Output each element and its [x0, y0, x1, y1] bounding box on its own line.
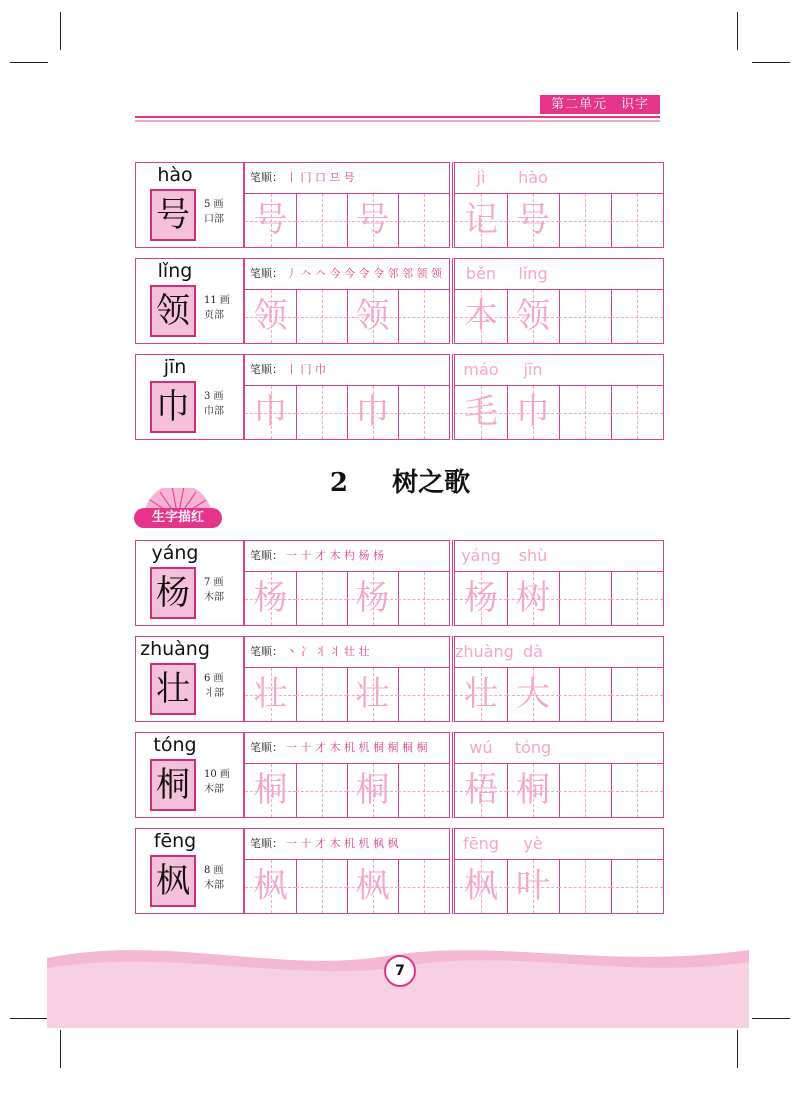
- word-tracing-cell[interactable]: [455, 668, 508, 721]
- stroke-count-radical: [204, 293, 230, 323]
- word-practice: [452, 540, 664, 626]
- word-practice: [452, 162, 664, 248]
- stroke-count: 5 画: [204, 199, 224, 210]
- trace-character: 桐: [355, 770, 390, 810]
- stroke-practice: [244, 354, 450, 440]
- word-tracing-cell[interactable]: [455, 386, 508, 439]
- word-tracing-cell[interactable]: [455, 194, 508, 247]
- character-pinyin: jīn: [163, 356, 187, 378]
- trace-character: 领: [355, 296, 390, 336]
- tracing-cell[interactable]: [245, 764, 297, 817]
- word-pinyin-line: [455, 733, 663, 764]
- character-row: [135, 732, 660, 818]
- word-pinyin: jīn: [523, 360, 543, 379]
- character-display: 巾: [150, 381, 196, 433]
- stroke-order-sequence: 一 十 才 木 机 机 桐 桐 桐 桐: [286, 741, 428, 754]
- trace-character: 本: [464, 296, 498, 336]
- character-row: [135, 540, 660, 626]
- word-pinyin-line: [455, 829, 663, 860]
- stroke-order-sequence: 丶 冫 丬 丬 壮 壮: [286, 645, 370, 658]
- stroke-count-radical: [204, 671, 224, 701]
- trace-character: 号: [355, 200, 390, 240]
- word-pinyin: jì: [476, 168, 486, 187]
- character-display: 桐: [150, 759, 196, 811]
- character-display: 杨: [150, 567, 196, 619]
- writing-cell[interactable]: [559, 386, 612, 439]
- stroke-count-radical: [204, 575, 224, 605]
- tracing-cell[interactable]: [245, 572, 297, 625]
- writing-cell[interactable]: [611, 194, 663, 247]
- character-pinyin: fēng: [153, 830, 197, 852]
- writing-cell[interactable]: [559, 668, 612, 721]
- writing-cell[interactable]: [611, 668, 663, 721]
- stroke-order-label: 笔顺：: [250, 645, 283, 658]
- trace-character: 杨: [253, 578, 288, 618]
- trace-character: 巾: [355, 392, 390, 432]
- crop-mark: [752, 62, 790, 63]
- stroke-count: 7 画: [204, 577, 224, 588]
- word-practice: [452, 732, 664, 818]
- trace-character: 毛: [464, 392, 498, 432]
- character-display: 号: [150, 189, 196, 241]
- stroke-order-sequence: 丨 冂 巾: [286, 363, 326, 376]
- trace-character: 桐: [253, 770, 288, 810]
- badge-label: 生字描红: [151, 510, 204, 525]
- character-pinyin: lǐng: [157, 260, 193, 282]
- writing-cell[interactable]: [398, 194, 449, 247]
- character-display: 枫: [150, 855, 196, 907]
- stroke-count: 8 画: [204, 865, 224, 876]
- stroke-order: [245, 259, 449, 290]
- word-pinyin: yè: [523, 834, 543, 853]
- writing-cell[interactable]: [296, 194, 348, 247]
- trace-character: 枫: [355, 866, 390, 906]
- stroke-order-label: 笔顺：: [250, 267, 283, 280]
- stroke-practice: [244, 258, 450, 344]
- character-info: [135, 354, 244, 440]
- writing-cell[interactable]: [398, 668, 449, 721]
- page-number: 7: [384, 955, 416, 987]
- trace-character: 大: [516, 674, 550, 714]
- tracing-cell[interactable]: [245, 860, 297, 913]
- stroke-count: 3 画: [204, 391, 224, 402]
- trace-character: 杨: [464, 578, 498, 618]
- word-tracing-cell[interactable]: [507, 194, 560, 247]
- stroke-practice: [244, 540, 450, 626]
- tracing-cell[interactable]: [245, 668, 297, 721]
- writing-cell[interactable]: [559, 764, 612, 817]
- word-tracing-cell[interactable]: [507, 668, 560, 721]
- word-pinyin-line: [455, 541, 663, 572]
- writing-cell[interactable]: [611, 764, 663, 817]
- tracing-cell[interactable]: [347, 386, 399, 439]
- crop-mark: [60, 1030, 61, 1068]
- writing-cell[interactable]: [559, 860, 612, 913]
- section-header: 第二单元 识字: [540, 95, 660, 114]
- trace-character: 巾: [253, 392, 288, 432]
- word-pinyin-line: [455, 355, 663, 386]
- radical: 木部: [204, 592, 224, 603]
- stroke-order: [245, 541, 449, 572]
- word-pinyin: wú: [469, 738, 493, 757]
- stroke-count: 11 画: [204, 295, 230, 306]
- stroke-order-sequence: 一 十 才 木 机 机 枫 枫: [286, 837, 399, 850]
- trace-character: 壮: [464, 674, 498, 714]
- writing-cell[interactable]: [559, 290, 612, 343]
- character-pinyin: zhuàng: [140, 638, 210, 660]
- character-pinyin: hào: [157, 164, 193, 186]
- word-tracing-cell[interactable]: [507, 290, 560, 343]
- writing-cell[interactable]: [398, 290, 449, 343]
- character-pinyin: tóng: [153, 734, 197, 756]
- stroke-order-label: 笔顺：: [250, 837, 283, 850]
- lesson-name: 树之歌: [392, 468, 471, 498]
- stroke-count: 6 画: [204, 673, 224, 684]
- radical: 木部: [204, 880, 224, 891]
- tracing-cell[interactable]: [245, 290, 297, 343]
- writing-cell[interactable]: [296, 860, 348, 913]
- stroke-order: [245, 829, 449, 860]
- character-row: [135, 636, 660, 722]
- word-tracing-cell[interactable]: [455, 290, 508, 343]
- word-pinyin: dà: [523, 642, 543, 661]
- word-tracing-cell[interactable]: [507, 572, 560, 625]
- word-tracing-cell[interactable]: [507, 860, 560, 913]
- word-pinyin-line: [455, 163, 663, 194]
- stroke-order-label: 笔顺：: [250, 363, 283, 376]
- crop-mark: [60, 12, 61, 50]
- word-practice: [452, 828, 664, 914]
- writing-cell[interactable]: [398, 386, 449, 439]
- word-tracing-cell[interactable]: [507, 764, 560, 817]
- tracing-cell[interactable]: [347, 860, 399, 913]
- radical: 页部: [204, 310, 224, 321]
- crop-mark: [752, 1018, 790, 1019]
- trace-character: 桐: [516, 770, 550, 810]
- trace-character: 梧: [464, 770, 498, 810]
- stroke-practice: [244, 636, 450, 722]
- stroke-order: [245, 355, 449, 386]
- lesson-number: 2: [329, 468, 348, 498]
- stroke-practice: [244, 828, 450, 914]
- radical: 巾部: [204, 406, 224, 417]
- stroke-order: [245, 637, 449, 668]
- word-tracing-cell[interactable]: [455, 764, 508, 817]
- stroke-order-sequence: 丨 冂 口 므 号: [286, 171, 355, 184]
- character-display: 壮: [150, 663, 196, 715]
- trace-character: 叶: [516, 866, 550, 906]
- stroke-count: 10 画: [204, 769, 230, 780]
- writing-cell[interactable]: [611, 860, 663, 913]
- stroke-count-radical: [204, 863, 224, 893]
- trace-character: 巾: [516, 392, 550, 432]
- character-row: [135, 258, 660, 344]
- character-info: [135, 828, 244, 914]
- word-pinyin: shù: [518, 546, 548, 565]
- trace-character: 杨: [355, 578, 390, 618]
- writing-cell[interactable]: [559, 194, 612, 247]
- stroke-count-radical: [204, 767, 230, 797]
- character-row: [135, 828, 660, 914]
- trace-character: 号: [253, 200, 288, 240]
- crop-mark: [737, 1030, 738, 1068]
- word-tracing-cell[interactable]: [507, 386, 560, 439]
- word-pinyin: tóng: [514, 738, 552, 757]
- writing-cell[interactable]: [611, 572, 663, 625]
- word-pinyin: běn: [465, 264, 497, 283]
- word-pinyin: fēng: [463, 834, 499, 853]
- word-pinyin-line: [455, 259, 663, 290]
- trace-character: 树: [516, 578, 550, 618]
- stroke-count-radical: [204, 389, 224, 419]
- word-practice: [452, 258, 664, 344]
- stroke-order: [245, 733, 449, 764]
- word-pinyin-line: [455, 637, 663, 668]
- stroke-order-label: 笔顺：: [250, 171, 283, 184]
- word-pinyin: zhuàng: [455, 642, 514, 661]
- word-practice: [452, 636, 664, 722]
- stroke-order-sequence: 一 十 才 木 杓 杨 杨: [286, 549, 384, 562]
- writing-cell[interactable]: [296, 572, 348, 625]
- trace-character: 壮: [253, 674, 288, 714]
- character-info: [135, 258, 244, 344]
- stroke-practice: [244, 162, 450, 248]
- character-row: [135, 354, 660, 440]
- word-pinyin: yáng: [461, 546, 501, 565]
- character-pinyin: yáng: [151, 542, 199, 564]
- word-pinyin: máo: [463, 360, 499, 379]
- crop-mark: [737, 12, 738, 50]
- stroke-order-label: 笔顺：: [250, 741, 283, 754]
- trace-character: 记: [464, 200, 498, 240]
- character-info: [135, 732, 244, 818]
- tracing-cell[interactable]: [245, 386, 297, 439]
- writing-cell[interactable]: [398, 860, 449, 913]
- character-info: [135, 162, 244, 248]
- writing-cell[interactable]: [559, 572, 612, 625]
- character-row: [135, 162, 660, 248]
- trace-character: 号: [516, 200, 550, 240]
- header-rule: [135, 116, 660, 118]
- header-rule: [135, 120, 660, 122]
- tracing-cell[interactable]: [347, 764, 399, 817]
- tracing-cell[interactable]: [347, 668, 399, 721]
- trace-character: 领: [516, 296, 550, 336]
- word-practice: [452, 354, 664, 440]
- tracing-cell[interactable]: [245, 194, 297, 247]
- stroke-order-label: 笔顺：: [250, 549, 283, 562]
- character-display: 领: [150, 285, 196, 337]
- writing-cell[interactable]: [398, 572, 449, 625]
- writing-cell[interactable]: [296, 764, 348, 817]
- word-pinyin: lǐng: [518, 264, 548, 283]
- lesson-title: [0, 462, 800, 499]
- writing-cell[interactable]: [296, 668, 348, 721]
- stroke-order-sequence: 丿 𠆢 𠆢 今 今 令 令 邻 邻 领 领: [286, 267, 442, 280]
- tracing-badge: [134, 488, 222, 528]
- tracing-cell[interactable]: [347, 572, 399, 625]
- writing-cell[interactable]: [611, 290, 663, 343]
- word-tracing-cell[interactable]: [455, 860, 508, 913]
- trace-character: 枫: [253, 866, 288, 906]
- radical: 丬部: [204, 688, 224, 699]
- trace-character: 枫: [464, 866, 498, 906]
- trace-character: 领: [253, 296, 288, 336]
- writing-cell[interactable]: [296, 386, 348, 439]
- radical: 木部: [204, 784, 224, 795]
- word-tracing-cell[interactable]: [455, 572, 508, 625]
- character-info: [135, 636, 244, 722]
- tracing-cell[interactable]: [347, 290, 399, 343]
- writing-cell[interactable]: [611, 386, 663, 439]
- writing-cell[interactable]: [296, 290, 348, 343]
- trace-character: 壮: [355, 674, 390, 714]
- radical: 口部: [204, 214, 224, 225]
- writing-cell[interactable]: [398, 764, 449, 817]
- stroke-practice: [244, 732, 450, 818]
- stroke-count-radical: [204, 197, 224, 227]
- stroke-order: [245, 163, 449, 194]
- crop-mark: [10, 1018, 48, 1019]
- crop-mark: [10, 62, 48, 63]
- word-pinyin: hào: [518, 168, 548, 187]
- character-info: [135, 540, 244, 626]
- tracing-cell[interactable]: [347, 194, 399, 247]
